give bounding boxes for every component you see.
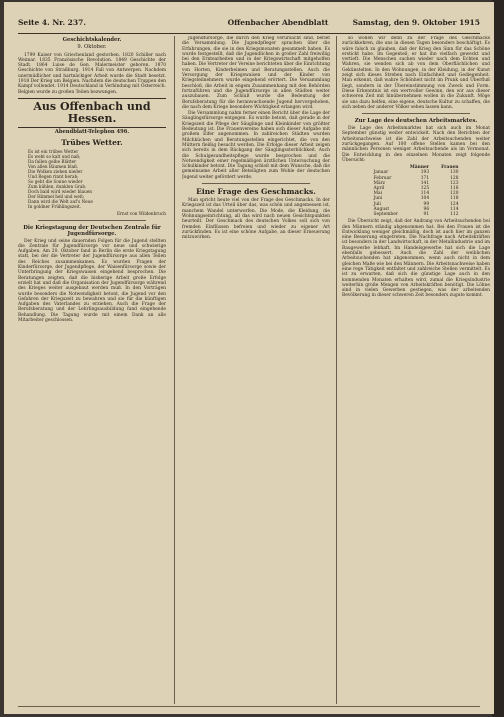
poem-line: So geht die Sonne wieder bbox=[28, 179, 83, 185]
poem-line: Zum kühlen, dunklen Grab. bbox=[28, 184, 87, 190]
article-title: Die Kriegstagung der Deutschen Zentrale für Jugendfürsorge. bbox=[23, 224, 161, 237]
column-divider bbox=[174, 36, 175, 704]
poem-line: In goldner Frühlingszeit. bbox=[28, 204, 81, 210]
article-text: Jugendfürsorge, die durch den Krieg verursacht sind, beriet die Versammlung. Die Jugendpfleger sprachen über die Erfahrungen, die sie in den Kriegsmonaten gesammelt haben. Es wurde festgestellt, daß die Jugendlichen in großer Zahl freiwillig bei den Erntearbeiten und in der Kriegswirtschaft mitgeholfen haben. Die Vertreter der Vereine berichteten über die Einrichtung von Horten, Kinderheimen und Beratungsstellen. Auch die Versorgung der Kriegswaisen und der Kinder von Kriegsteilnehmern wurde eingehend erörtert. Die Versammlung beschloß, die Arbeit in engem Zusammenhang mit den Behörden fortzuführen und die Jugendfürsorge in allen Städten weiter auszubauen. Zum Schluß wurde die Bedeutung der Berufsberatung für die heranwachsende Jugend hervorgehoben, die nach dem Kriege besondere Wichtigkeit erlangen wird. bbox=[182, 36, 330, 110]
column-1 bbox=[18, 36, 166, 706]
poem-line: Dann wird die Welt auf's Neue bbox=[28, 199, 93, 205]
calendar-title: Geschichtskalender. bbox=[62, 37, 122, 43]
calendar-date: 9. Oktober. bbox=[77, 44, 107, 51]
poem bbox=[18, 149, 166, 209]
table-row: März 141 123 bbox=[373, 180, 459, 186]
newspaper-page bbox=[4, 2, 494, 714]
column-divider bbox=[336, 36, 337, 704]
poem-title: Trübes Wetter. bbox=[61, 138, 123, 148]
footer-rule bbox=[18, 706, 480, 707]
article-text: Die Übersicht zeigt, daß der Andrang von Arbeitsuchenden bei den Männern ständig abgenommen hat. Bei den Frauen ist die Entwicklung weniger gleichmäßig, doch ist auch hier im ganzen eine Besserung eingetreten. Die Nachfrage nach Arbeitskräften ist besonders in der Landwirtschaft, in der Metallindustrie und im Baugewerbe lebhaft. Im Handelsgewerbe hat sich die Lage ebenfalls gebessert. Auch die Zahl der weiblichen Arbeitsuchenden hat abgenommen, wenn auch nicht in dem gleichen Maße wie bei den Männern. Die Arbeitsnachweise haben eine rege Tätigkeit entfaltet und zahlreiche Stellen vermittelt. Es ist zu erwarten, daß sich die günstige Lage auch in den kommenden Monaten erhalten wird, zumal die Kriegsindustrie weiterhin große Mengen von Arbeitskräften benötigt. Die Löhne sind in vielen Gewerben gestiegen, was der arbeitenden Bevölkerung in dieser schweren Zeit besonders zugute kommt. bbox=[342, 219, 490, 299]
table-row: Mai 114 120 bbox=[373, 191, 459, 197]
poem-line: Da fallen gelbe Blätter bbox=[28, 159, 77, 165]
divider bbox=[362, 113, 470, 114]
article-text: Die Versammlung nahm ferner einen Bericht über die Lage der Säuglingsfürsorge entgegen. Es wurde betont, daß gerade in der Kriegszeit die Pflege der Säuglinge und Kleinkinder von größter Bedeutung ist. Die Frauenvereine haben sich dieser Aufgabe mit großem Eifer angenommen. In zahlreichen Städten wurden Milchküchen und Beratungsstellen eingerichtet, die von den Müttern fleißig besucht werden. Die Erfolge dieser Arbeit zeigen sich bereits in dem Rückgang der Säuglingssterblichkeit. Auch die Schulgesundheitspflege wurde besprochen und die Notwendigkeit einer regelmäßigen ärztlichen Untersuchung der Schulkinder betont. Die Tagung schloß mit dem Wunsche, daß die gemeinsame Arbeit aller Beteiligten zum Wohle der deutschen Jugend weiter gefördert werde. bbox=[182, 111, 330, 180]
poem-source: Ernst von Wildenbruch bbox=[116, 211, 166, 217]
article-title: Zur Lage des deutschen Arbeitsmarktes. bbox=[354, 118, 478, 125]
divider bbox=[202, 183, 310, 184]
poem-line: Und Regen rinnt herab; bbox=[28, 174, 79, 180]
poem-line: Doch bald wird wieder blauen bbox=[28, 189, 92, 195]
table-row: Juli 99 124 bbox=[373, 201, 459, 207]
table-row: August 96 114 bbox=[373, 206, 459, 212]
poem-line: Es ist ein trübes Wetter bbox=[28, 149, 79, 155]
section-note: Abendblatt-Telephon 496. bbox=[54, 128, 130, 135]
table-row: April 125 118 bbox=[373, 186, 459, 192]
issue-date: Samstag, den 9. Oktober 1915 bbox=[352, 18, 480, 27]
labor-table bbox=[367, 165, 464, 217]
column-2 bbox=[182, 36, 330, 706]
poem-line: Es weht so kalt und naß; bbox=[28, 154, 81, 160]
table-row: Februar 171 128 bbox=[373, 175, 459, 181]
table-row: Juni 104 118 bbox=[373, 196, 459, 202]
poem-line: Die Wolken ziehen nieder bbox=[28, 169, 83, 175]
divider bbox=[38, 220, 146, 221]
table-header: Frauen bbox=[441, 165, 459, 171]
poem-line: Der Himmel hell und weit; bbox=[28, 194, 85, 200]
table-row: Januar 193 130 bbox=[373, 170, 459, 176]
column-3 bbox=[342, 36, 490, 706]
section-title: Aus Offenbach und Hessen. bbox=[18, 98, 166, 128]
article-title: Eine Frage des Geschmacks. bbox=[196, 187, 316, 197]
article-text: Der Krieg und seine dauernden Folgen für die Jugend stellten die Zentrale für Jugendfürsorge vor neue und schwierige Aufgaben. Am 20. Oktober fand in Berlin die erste Kriegstagung statt, bei der die Vertreter der Jugendfürsorge aus allen Teilen des Reiches zusammenkamen. Es wurden Fragen der Kinderfürsorge, der Jugendpflege, der Waisenfürsorge sowie der Unterbringung der Kriegswaisen eingehend besprochen. Die Beratungen zeigten, daß die bisherige Arbeit große Erfolge erzielt hat und daß die Organisation der Jugendfürsorge während des Krieges weiter ausgebaut werden muß. In den Vorträgen wurde besonders die Notwendigkeit betont, die Jugend vor den Gefahren der Kriegszeit zu bewahren und sie für die künftigen Aufgaben des Vaterlandes zu erziehen. Auch die Frage der Berufsberatung und der Lehrlingsausbildung fand eingehende Behandlung. Die Tagung wurde mit einem Dank an alle Mitarbeiter geschlossen. bbox=[18, 238, 166, 324]
article-text: Die Lage des Arbeitsmarktes hat sich auch im Monat September günstig weiter entwickelt. Nach den Berichten der Arbeitsnachweise ist die Zahl der Arbeitsuchenden weiter zurückgegangen. Auf 100 offene Stellen kamen bei den männlichen Personen weniger Arbeitsuchende als im Vormonat. Die Entwicklung in den einzelnen Monaten zeigt folgende Übersicht: bbox=[342, 126, 490, 163]
table-header: Männer bbox=[409, 165, 430, 171]
table-row: September 91 112 bbox=[373, 212, 459, 218]
poem-line: Von allen Bäumen blaß. bbox=[28, 164, 79, 170]
page-number: Seite 4. Nr. 237. bbox=[18, 18, 86, 27]
masthead: Offenbacher Abendblatt bbox=[227, 18, 329, 27]
article-text: so wollen wir denn zu der Frage des Geschmacks zurückkehren, die uns in diesen Tagen besonders beschäftigt. Es wäre falsch zu glauben, daß der Krieg den Sinn für das Schöne erstickt habe. Im Gegenteil, er hat ihn vielfach geweckt und vertieft. Die Menschen suchen wieder nach dem Echten und Wahren, sie wenden sich ab von dem Oberflächlichen und Gekünstelten. In den Wohnungen, in der Kleidung, in der Kunst zeigt sich dieses Streben nach Einfachheit und Gediegenheit. Man erkennt, daß wahre Schönheit nicht im Prunk und Überfluß liegt, sondern in der Übereinstimmung von Zweck und Form. Diese Erkenntnis ist ein wertvoller Gewinn, den wir aus dieser schweren Zeit mit hinübernehmen wollen in die Zukunft. Möge sie uns dazu helfen, eine eigene, deutsche Kultur zu schaffen, die sich neben der anderer Völker sehen lassen kann. bbox=[342, 36, 490, 110]
page-header bbox=[18, 18, 480, 32]
header-rule bbox=[18, 33, 480, 34]
article-text: Man spricht heute viel von der Frage des Geschmacks. In der Kriegszeit ist das Urteil über das, was schön und angemessen ist, manchem Wandel unterworfen. Die Mode, die Kleidung, die Wohnungseinrichtung, all das wird nach neuen Gesichtspunkten beurteilt. Der Geschmack des deutschen Volkes soll sich von fremden Einflüssen befreien und wieder zu eigener Art zurückfinden. Es ist eine schöne Aufgabe, an dieser Erneuerung mitzuwirken. bbox=[182, 198, 330, 241]
calendar-text: 1799 Kaiser von Griechenland gestorben. 1820 Schiller nach Weimar. 1835 Französische Revolution. 1849 Geschichte der Stadt. 1864 Luise de Gen. Malermeister geboren. 1870 Geschichte von Straßburg. 1914 Fall von Antwerpen. Nachdem unermüdlicher und hartnäckiger Arbeit wurde die Stadt besetzt. 1918 Der Krieg um Belgien. Nachdem die deutschen Truppen den Kampf vollendet. 1914 Deutschland in Verbindung mit Österreich. Belgien wurde zu großen Teilen bezwungen. bbox=[18, 52, 166, 95]
